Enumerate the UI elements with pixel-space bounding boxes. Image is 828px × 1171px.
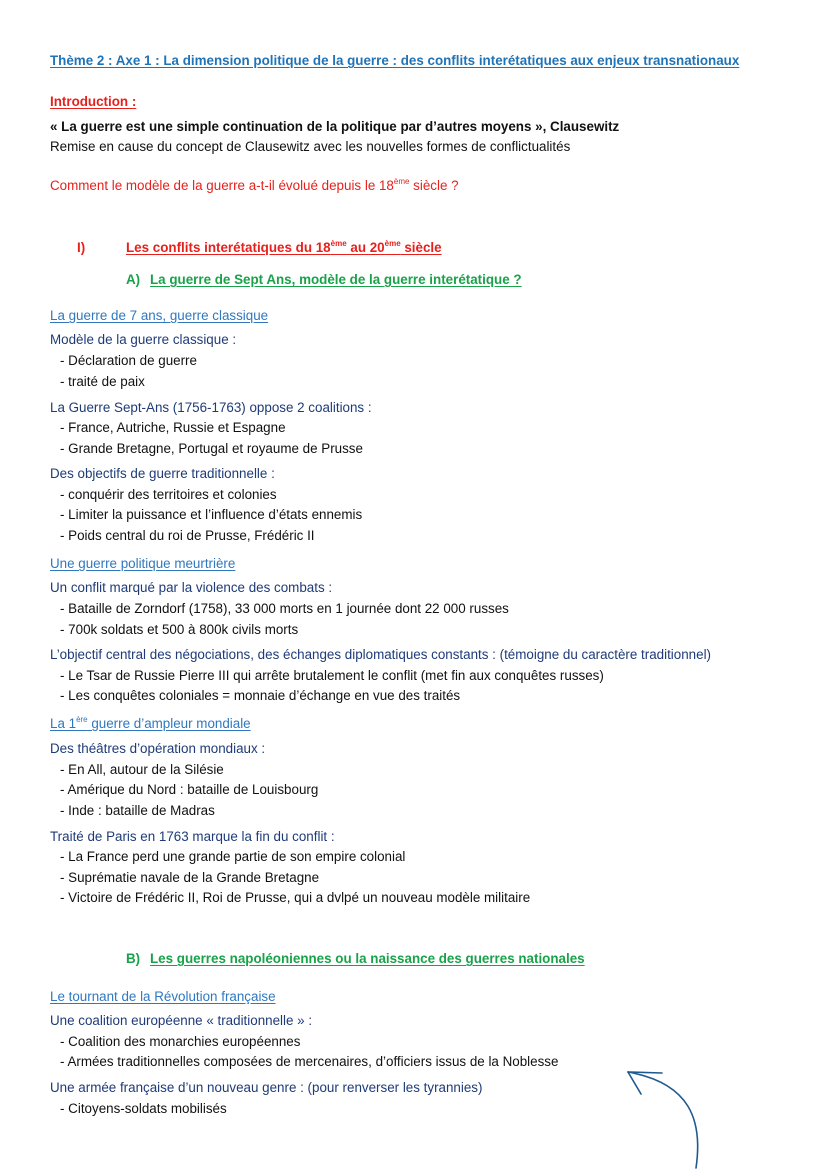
section-heading-classique: La guerre de 7 ans, guerre classique — [50, 308, 269, 323]
intro-remark: Remise en cause du concept de Clausewitz avec les nouvelles formes de conflictualités — [50, 139, 571, 154]
question-sup: ème — [393, 176, 410, 186]
heading-text: La 1 — [50, 716, 77, 731]
list-item: - Amérique du Nord : bataille de Louisbourg — [60, 782, 319, 797]
list-item: - Suprématie navale de la Grande Bretagne — [60, 870, 320, 885]
subsection-b-title: Les guerres napoléoniennes ou la naissance des guerres nationales — [150, 951, 585, 966]
subsection-b-label: B) — [126, 951, 141, 966]
part1-sup1: ème — [330, 238, 347, 248]
list-item: - Coalition des monarchies européennes — [60, 1034, 301, 1049]
heading-text-end: guerre d’ampleur mondiale — [87, 716, 251, 731]
list-item: - Victoire de Frédéric II, Roi de Prusse, qui a dvlpé un nouveau modèle militaire — [60, 890, 531, 905]
intro-quote: « La guerre est une simple continuation de la politique par d’autres moyens », Clausewitz — [50, 119, 620, 134]
question-end: siècle ? — [409, 178, 459, 193]
list-item: - Le Tsar de Russie Pierre III qui arrête brutalement le conflit (met fin aux conquêtes russes) — [60, 668, 604, 683]
group-title: Une armée française d’un nouveau genre : (pour renverser les tyrannies) — [50, 1080, 483, 1095]
part1-sup2: ème — [384, 238, 401, 248]
group-title: Un conflit marqué par la violence des combats : — [50, 580, 333, 595]
subsection-a-label: A) — [126, 272, 141, 287]
group-title: Des objectifs de guerre traditionnelle : — [50, 466, 275, 481]
list-item: - Citoyens-soldats mobilisés — [60, 1101, 227, 1116]
group-title: L’objectif central des négociations, des échanges diplomatiques constants : (témoigne du caractère traditionnel) — [50, 647, 711, 662]
group-title: Une coalition européenne « traditionnelle » : — [50, 1013, 313, 1028]
part1-number: I) — [77, 240, 86, 255]
list-item: - Les conquêtes coloniales = monnaie d’échange en vue des traités — [60, 688, 461, 703]
list-item: - Déclaration de guerre — [60, 353, 197, 368]
intro-heading: Introduction : — [50, 94, 137, 109]
list-item: - En All, autour de la Silésie — [60, 762, 224, 777]
list-item: - Inde : bataille de Madras — [60, 803, 215, 818]
section-heading-revolution: Le tournant de la Révolution française — [50, 989, 276, 1004]
group-title: La Guerre Sept-Ans (1756-1763) oppose 2 coalitions : — [50, 400, 372, 415]
list-item: - traité de paix — [60, 374, 145, 389]
section-heading-meurtriere: Une guerre politique meurtrière — [50, 556, 236, 571]
group-title: Des théâtres d’opération mondiaux : — [50, 741, 266, 756]
part1-title-b: au 20 — [346, 240, 385, 255]
part1-title-a: Les conflits interétatiques du 18 — [126, 240, 331, 255]
list-item: - Armées traditionnelles composées de mercenaires, d’officiers issus de la Noblesse — [60, 1054, 559, 1069]
list-item: - Limiter la puissance et l’influence d’états ennemis — [60, 507, 363, 522]
list-item: - Bataille de Zorndorf (1758), 33 000 morts en 1 journée dont 22 000 russes — [60, 601, 509, 616]
list-item: - conquérir des territoires et colonies — [60, 487, 277, 502]
question-text: Comment le modèle de la guerre a-t-il évolué depuis le 18 — [50, 178, 394, 193]
document-title: Thème 2 : Axe 1 : La dimension politique de la guerre : des conflits interétatiques aux enjeux transnationaux — [50, 53, 740, 68]
group-title: Traité de Paris en 1763 marque la fin du conflit : — [50, 829, 335, 844]
part1-title-c: siècle — [400, 240, 442, 255]
list-item: - Poids central du roi de Prusse, Frédéric II — [60, 528, 315, 543]
list-item: - Grande Bretagne, Portugal et royaume de Prusse — [60, 441, 363, 456]
group-title: Modèle de la guerre classique : — [50, 332, 237, 347]
list-item: - 700k soldats et 500 à 800k civils morts — [60, 622, 299, 637]
list-item: - France, Autriche, Russie et Espagne — [60, 420, 286, 435]
heading-sup: ère — [76, 714, 88, 724]
subsection-a-title: La guerre de Sept Ans, modèle de la guerre interétatique ? — [150, 272, 522, 287]
list-item: - La France perd une grande partie de son empire colonial — [60, 849, 406, 864]
